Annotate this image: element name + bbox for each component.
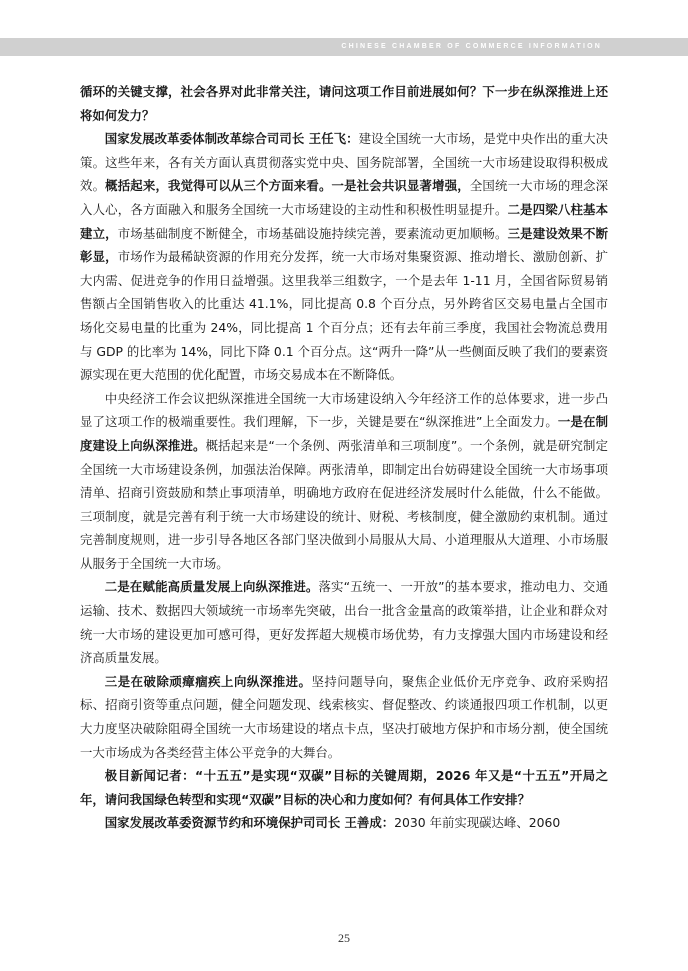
speaker-label: 国家发展改革委体制改革综合司司长 王任飞： <box>104 131 359 147</box>
publication-header: CHINESE CHAMBER OF COMMERCE INFORMATION <box>341 43 602 50</box>
body-paragraph: 中央经济工作会议把纵深推进全国统一大市场建设纳入今年经济工作的总体要求，进一步凸显了这项工作的极端重要性。我们理解，下一步，关键是要在“纵深推进”上全面发力。一是在制度建设上向纵深推进。概括起来是“一个条例、两张清单和三项制度”。一个条例，就是研究制定全国统一大市场建设条例，加强法治保障。两张清单，即制定出台妨碍建设全国统一大市场事项清单、招商引资鼓励和禁止事项清单，明确地方政府在促进经济发展时什么能做，什么不能做。三项制度，就是完善有利于统一大市场建设的统计、财税、考核制度，健全激励约束机制。通过完善制度规则，进一步引导各地区各部门坚决做到小局服从大局、小道理服从大道理、小市场服从服务于全国统一大市场。 <box>80 390 608 571</box>
article-body <box>80 80 608 835</box>
question-paragraph: 极目新闻记者：“十五五”是实现“双碳”目标的关键周期，2026 年又是“十五五”开局之年，请问我国绿色转型和实现“双碳”目标的决心和力度如何？有何具体工作安排？ <box>80 768 608 807</box>
body-paragraph: 二是在赋能高质量发展上向纵深推进。落实“五统一、一开放”的基本要求，推动电力、交通运输、技术、数据四大领域统一市场率先突破，出台一批含金量高的政策举措，让企业和群众对统一大市场的建设更加可感可得，更好发挥超大规模市场优势，有力支撑强大国内市场建设和经济高质量发展。 <box>80 579 608 666</box>
page-number: 25 <box>338 931 350 945</box>
answer-paragraph: 国家发展改革委资源节约和环境保护司司长 王善成：2030 年前实现碳达峰、2060 <box>104 815 561 831</box>
question-continuation: 循环的关键支撑，社会各界对此非常关注，请问这项工作目前进展如何？下一步在纵深推进上还将如何发力？ <box>80 84 608 123</box>
body-paragraph: 三是在破除顽瘴痼疾上向纵深推进。坚持问题导向，聚焦企业低价无序竞争、政府采购招标、招商引资等重点问题，健全问题发现、线索核实、督促整改、约谈通报四项工作机制，以更大力度坚决破除阻碍全国统一大市场建设的堵点卡点，坚决打破地方保护和市场分割，使全国统一大市场成为各类经营主体公平竞争的大舞台。 <box>80 673 609 760</box>
answer-paragraph: 国家发展改革委体制改革综合司司长 王任飞：建设全国统一大市场，是党中央作出的重大决策。这些年来，各有关方面认真贯彻落实党中央、国务院部署，全国统一大市场建设取得积极成效。概括起来，我觉得可以从三个方面来看。一是社会共识显著增强，全国统一大市场的理念深入人心，各方面融入和服务全国统一大市场建设的主动性和积极性明显提升。二是四梁八柱基本建立，市场基础制度不断健全，市场基础设施持续完善，要素流动更加顺畅。三是建设效果不断彰显，市场作为最稀缺资源的作用充分发挥，统一大市场对集聚资源、推动增长、激励创新、扩大内需、促进竞争的作用日益增强。这里我举三组数字，一个是去年 1-11 月，全国省际贸易销售额占全国销售收入的比重达 41.1%，同比提高 0.8 个百分点，另外跨省区交易电量占全国市场化交易电量的比重为 24%，同比提高 1 个百分点；还有去年前三季度，我国社会物流总费用与 GDP 的比率为 14%，同比下降 0.1 个百分点。这“两升一降”从一些侧面反映了我们的要素资源实现在更大范围的优化配置，市场交易成本在不断降低。 <box>80 131 609 383</box>
speaker-label: 国家发展改革委资源节约和环境保护司司长 王善成： <box>104 815 395 831</box>
